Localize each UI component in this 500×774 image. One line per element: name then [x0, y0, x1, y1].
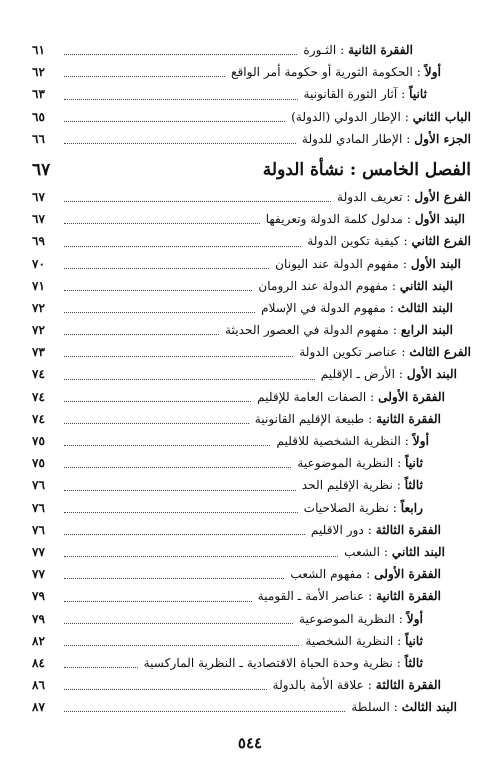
toc-entry-label: البند الثاني — [399, 278, 453, 293]
toc-entry-title — [290, 563, 441, 585]
dot-leader — [64, 76, 225, 77]
toc-entry-title — [225, 319, 453, 341]
toc-entry-text: : الحكومة الثورية أو حكومة أمر الواقع — [230, 65, 425, 80]
toc-entry-label: الفقرة الثالثة — [375, 522, 441, 537]
toc-page-number: ٦٧ — [32, 189, 46, 204]
toc-entry-title — [263, 150, 471, 190]
dot-leader — [64, 467, 291, 468]
toc-page-number: ٦٥ — [32, 109, 46, 124]
toc-entry[interactable] — [28, 563, 471, 585]
toc-entry-label: الفقرة الأولى — [374, 567, 441, 582]
toc-entry[interactable] — [28, 297, 471, 319]
toc-page-number: ٧٥ — [32, 434, 46, 448]
dot-leader — [64, 246, 301, 247]
toc-entry-title — [255, 408, 441, 430]
toc-entry[interactable] — [28, 106, 471, 128]
dot-leader — [64, 445, 270, 446]
toc-entry-title — [231, 61, 441, 83]
toc-page-number: ٦٢ — [32, 65, 46, 80]
toc-entry-text: : مفهوم الدولة عند اليونان — [275, 256, 411, 271]
toc-entry-text: : الإطار المادي للدولة — [301, 131, 415, 146]
toc-entry-text: : مفهوم الشعب — [290, 567, 375, 582]
toc-entry[interactable] — [28, 230, 471, 252]
toc-entry-label: البند الأول — [406, 367, 457, 382]
toc-entry-text: : تعريف الدولة — [337, 189, 415, 204]
toc-page-number: ٧٩ — [32, 589, 46, 604]
toc-entry-text: : آثار الثورة القانونية — [303, 87, 410, 102]
toc-entry-title — [291, 106, 471, 128]
toc-entry[interactable] — [28, 630, 471, 652]
toc-entry-text: : النظرية الموضوعية — [297, 456, 406, 471]
toc-entry-label: الفقرة الثالثة — [375, 678, 441, 693]
toc-entry-label: البند الرابع — [400, 323, 453, 338]
toc-entry-text: : النظرية الموضوعية — [299, 611, 407, 626]
toc-entry-text: : علاقة الأمة بالدولة — [272, 678, 376, 693]
toc-entry-text: : نظرية الصلاحيات — [303, 500, 401, 515]
toc-entry-title — [344, 541, 445, 563]
toc-entry-text: : النظرية الشخصية — [305, 633, 406, 648]
toc-page-number: ٧٣ — [32, 345, 46, 360]
toc-entry-label: الفرع الثالث — [409, 345, 471, 360]
toc-entry-title — [302, 128, 471, 150]
toc-page-number: ٦١ — [32, 43, 46, 57]
dot-leader — [64, 290, 252, 291]
dot-leader — [64, 99, 298, 100]
toc-entry-title — [266, 208, 465, 230]
toc-entry[interactable] — [28, 474, 471, 496]
toc-entry-text: : نشأة الدولة — [262, 159, 363, 180]
toc-page-number: ٨٤ — [32, 655, 46, 670]
toc-entry[interactable] — [28, 674, 471, 696]
toc-entry-text: : الإطار الدولي (الدولة) — [291, 109, 413, 124]
toc-entry-label: ثالثاً — [404, 655, 423, 670]
toc-entry-text: : الشعب — [344, 544, 392, 559]
toc-page-number: ٧٥ — [32, 456, 46, 471]
toc-entry-label: الفرع الأول — [414, 189, 471, 204]
dot-leader — [64, 143, 296, 144]
toc-entry-title — [261, 297, 453, 319]
toc-entry-title — [302, 474, 423, 496]
toc-entry-text: : طبيعة الإقليم القانونية — [254, 411, 377, 426]
toc-entry[interactable] — [28, 652, 471, 674]
toc-entry-text: : نظرية الإقليم الحد — [301, 478, 405, 493]
toc-entry[interactable] — [28, 253, 471, 275]
toc-entry-label: ثالثاً — [404, 478, 423, 493]
toc-page-number: ٨٧ — [32, 700, 46, 715]
toc-entry[interactable] — [28, 61, 471, 83]
toc-entry[interactable] — [28, 519, 471, 541]
toc-entry-title — [321, 363, 457, 385]
toc-entry-label: البند الأول — [414, 212, 465, 227]
toc-entry[interactable] — [28, 363, 471, 385]
toc-entry-text: : مدلول كلمة الدولة وتعريفها — [265, 212, 415, 227]
dot-leader — [64, 578, 284, 579]
toc-entry[interactable] — [28, 408, 471, 430]
toc-page-number: ٧٢ — [32, 300, 46, 315]
dot-leader — [64, 711, 345, 712]
toc-page-number: ٧٤ — [32, 389, 46, 404]
toc-page-number: ٧٤ — [32, 411, 46, 426]
toc-entry[interactable] — [28, 585, 471, 607]
toc-entry[interactable] — [28, 430, 471, 452]
toc-entry-label: ثانياً — [405, 456, 423, 471]
dot-leader — [64, 534, 305, 535]
toc-entry-text: : الثـورة — [303, 43, 349, 57]
toc-entry-text: : نظرية وحدة الحياة الاقتصادية ـ النظرية الماركسية — [143, 655, 405, 670]
toc-entry-text: : الأرض ـ الإقليم — [320, 367, 407, 382]
toc-page-number: ٧٩ — [32, 611, 46, 626]
toc-page-number: ٦٧ — [32, 159, 51, 180]
toc-entry-text: : السلطة — [351, 700, 402, 715]
toc-entry[interactable] — [28, 83, 471, 105]
toc-entry-title — [275, 253, 461, 275]
toc-entry[interactable] — [28, 150, 471, 186]
dot-leader — [64, 423, 249, 424]
toc-entry-text: : مفهوم الدولة في العصور الحديثة — [224, 323, 401, 338]
toc-entry[interactable] — [28, 541, 471, 563]
toc-entry-label: الفقرة الثانية — [376, 411, 441, 426]
toc-entry-title — [258, 585, 441, 607]
dot-leader — [64, 223, 260, 224]
toc-entry-label: البند الثالث — [397, 300, 453, 315]
toc-entry-title — [299, 341, 471, 363]
dot-leader — [64, 556, 338, 557]
dot-leader — [64, 401, 251, 402]
toc-page-number: ٨٢ — [32, 633, 46, 648]
toc-entry[interactable] — [28, 39, 471, 61]
toc-entry-label: الباب الثاني — [412, 109, 471, 124]
dot-leader — [64, 121, 285, 122]
table-of-contents — [28, 39, 471, 718]
toc-entry-title — [304, 83, 427, 105]
dot-leader — [64, 623, 293, 624]
toc-entry-label: ثانياً — [405, 633, 423, 648]
toc-entry-label: أولاً — [406, 611, 423, 626]
toc-entry-label: الفرع الثاني — [411, 234, 471, 249]
toc-entry[interactable] — [28, 341, 471, 363]
toc-page-number: ٧٧ — [32, 544, 46, 559]
toc-page-number: ٧٦ — [32, 500, 46, 515]
dot-leader — [64, 268, 269, 269]
toc-entry[interactable] — [28, 497, 471, 519]
toc-entry-label: أولاً — [412, 434, 429, 448]
toc-entry-title — [307, 230, 471, 252]
toc-page-number: ٧١ — [32, 278, 46, 293]
toc-entry[interactable] — [28, 275, 471, 297]
toc-entry[interactable] — [28, 696, 471, 718]
toc-page-number: ٦٣ — [32, 87, 46, 102]
toc-entry-title — [273, 674, 441, 696]
dot-leader — [64, 379, 315, 380]
toc-entry-text: : دور الاقليم — [310, 522, 376, 537]
toc-entry[interactable] — [28, 128, 471, 150]
toc-entry-label: الفقرة الثانية — [376, 589, 441, 604]
toc-entry-title — [257, 386, 445, 408]
toc-page-number: ٨٦ — [32, 678, 46, 693]
toc-entry-text: : عناصر تكوين الدولة — [299, 345, 410, 360]
toc-entry-text: : كيفية تكوين الدولة — [307, 234, 412, 249]
toc-page-number: ٧٢ — [32, 323, 46, 338]
page-number: ٥٤٤ — [237, 734, 263, 752]
toc-entry-text: : الصفات العامة للإقليم — [257, 389, 379, 404]
toc-entry-label: الفصل الخامس — [362, 159, 471, 180]
dot-leader — [64, 512, 298, 513]
dot-leader — [64, 689, 267, 690]
toc-entry-label: أولاً — [424, 65, 441, 80]
toc-entry-title — [305, 630, 423, 652]
toc-page-number: ٧٦ — [32, 522, 46, 537]
toc-entry-title — [311, 519, 441, 541]
dot-leader — [64, 54, 297, 55]
toc-entry-text: : مفهوم الدولة عند الرومان — [258, 278, 400, 293]
toc-entry-title — [351, 696, 457, 718]
toc-entry-title — [297, 452, 423, 474]
toc-page-number: ٦٧ — [32, 212, 46, 227]
toc-page-number: ٧٧ — [32, 567, 46, 582]
toc-page-number: ٦٩ — [32, 234, 46, 249]
toc-entry-label: ثانياً — [409, 87, 427, 102]
toc-entry[interactable] — [28, 208, 471, 230]
toc-entry-title — [337, 186, 471, 208]
toc-entry-text: : عناصر الأمة ـ القومية — [257, 589, 377, 604]
dot-leader — [64, 356, 293, 357]
toc-page-number: ٦٦ — [32, 131, 46, 146]
dot-leader — [64, 667, 138, 668]
toc-entry-title — [303, 39, 413, 61]
toc-entry-label: البند الثالث — [401, 700, 457, 715]
dot-leader — [64, 201, 331, 202]
toc-entry-label: البند الثاني — [391, 544, 445, 559]
toc-entry-title — [144, 652, 423, 674]
toc-entry[interactable] — [28, 386, 471, 408]
dot-leader — [64, 645, 299, 646]
dot-leader — [64, 601, 252, 602]
toc-entry-label: الجزء الأول — [414, 131, 471, 146]
toc-entry[interactable] — [28, 186, 471, 208]
toc-entry-label: البند الأول — [410, 256, 461, 271]
toc-page-number: ٧٤ — [32, 367, 46, 382]
dot-leader — [64, 334, 219, 335]
dot-leader — [64, 312, 255, 313]
toc-entry-text: : النظرية الشخصية للاقليم — [276, 434, 413, 448]
toc-page-number: ٧٠ — [32, 256, 46, 271]
dot-leader — [64, 490, 296, 491]
toc-entry-title — [299, 608, 423, 630]
toc-entry-label: الفقرة الأولى — [378, 389, 445, 404]
toc-entry-title — [258, 275, 453, 297]
toc-entry-title — [304, 497, 423, 519]
toc-entry[interactable] — [28, 319, 471, 341]
toc-page-number: ٧٦ — [32, 478, 46, 493]
toc-entry[interactable] — [28, 452, 471, 474]
toc-entry-title — [276, 430, 429, 452]
toc-entry-text: : مفهوم الدولة في الإسلام — [261, 300, 398, 315]
toc-entry-label: الفقرة الثانية — [348, 43, 413, 57]
toc-entry-label: رابعاً — [400, 500, 423, 515]
toc-entry[interactable] — [28, 608, 471, 630]
